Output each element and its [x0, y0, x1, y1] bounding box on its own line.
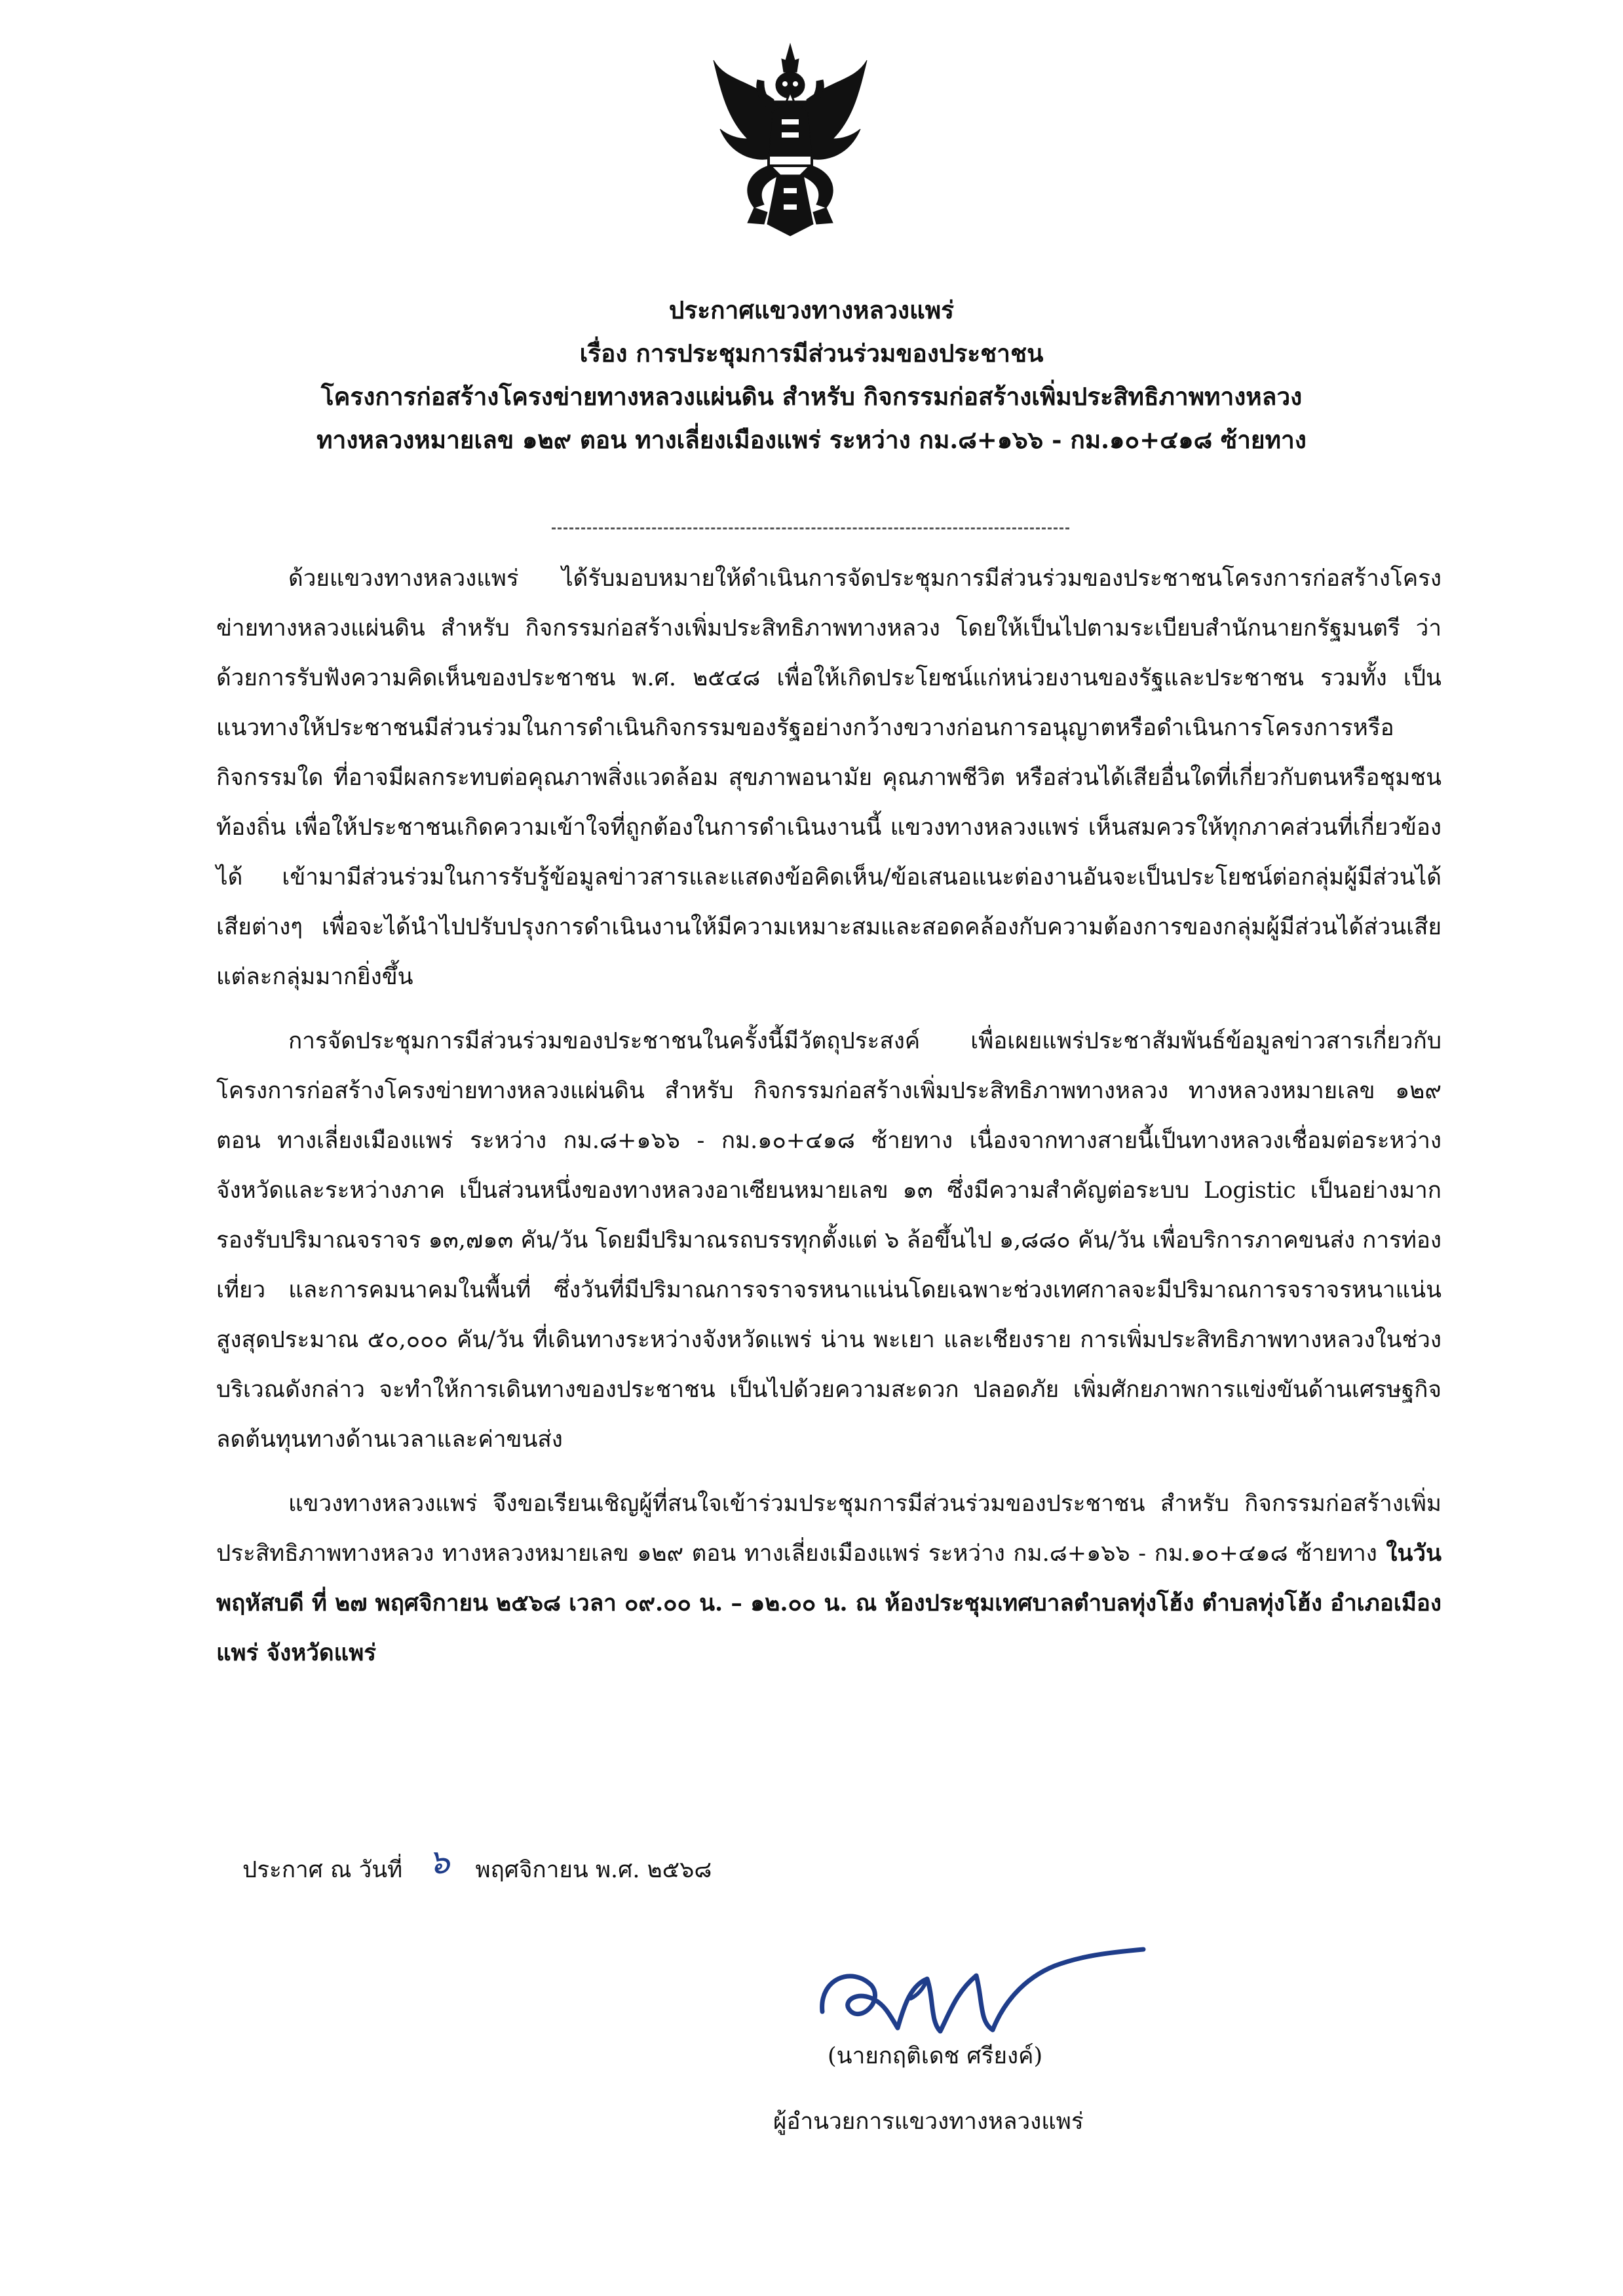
body-paragraph-1: ด้วยแขวงทางหลวงแพร่ ได้รับมอบหมายให้ดำเนินการจัดประชุมการมีส่วนร่วมของประชาชนโครงการก่อสร้างโครงข่ายทางหลวงแผ่นดิน สำหรับ กิจกรรมก่อสร้างเพิ่มประสิทธิภาพทางหลวง โดยให้เป็นไปตามระเบียบสำนักนายกรัฐมนตรี ว่าด้วยการรับฟังความคิดเห็นของประชาชน พ.ศ. ๒๕๔๘ เพื่อให้เกิดประโยชน์แก่หน่วยงานของรัฐและประชาชน รวมทั้ง เป็นแนวทางให้ประชาชนมีส่วนร่วมในการดำเนินกิจกรรมของรัฐอย่างกว้างขวางก่อนการอนุญาตหรือดำเนินการโครงการหรือกิจกรรมใด ที่อาจมีผลกระทบต่อคุณภาพสิ่งแวดล้อม สุขภาพอนามัย คุณภาพชีวิต หรือส่วนได้เสียอื่นใดที่เกี่ยวกับตนหรือชุมชนท้องถิ่น เพื่อให้ประชาชนเกิดความเข้าใจที่ถูกต้องในการดำเนินงานนี้ แขวงทางหลวงแพร่ เห็นสมควรให้ทุกภาคส่วนที่เกี่ยวข้องได้ เข้ามามีส่วนร่วมในการรับรู้ข้อมูลข่าวสารและแสดงข้อคิดเห็น/ข้อเสนอแนะต่องานอันจะเป็นประโยชน์ต่อกลุ่มผู้มีส่วนได้เสียต่างๆ เพื่อจะได้นำไปปรับปรุงการดำเนินงานให้มีความเหมาะสมและสอดคล้องกับความต้องการของกลุ่มผู้มีส่วนได้ส่วนเสียแต่ละกลุ่มมากยิ่งขึ้น [216, 565, 1442, 990]
announcement-subject: เรื่อง การประชุมการมีส่วนร่วมของประชาชน [579, 339, 1044, 368]
date-prefix: ประกาศ ณ วันที่ [242, 1857, 403, 1883]
invitation-text: แขวงทางหลวงแพร่ จึงขอเรียนเชิญผู้ที่สนใจเข้าร่วมประชุมการมีส่วนร่วมของประชาชน สำหรับ กิจกรรมก่อสร้างเพิ่มประสิทธิภาพทางหลวง ทางหลวงหมายเลข ๑๒๙ ตอน ทางเลี่ยงเมืองแพร่ ระหว่าง กม.๘+๑๖๖ - กม.๑๐+๔๑๘ ซ้ายทาง [216, 1491, 1442, 1567]
announcement-header [0, 288, 1623, 461]
garuda-emblem-icon [708, 41, 872, 237]
announcement-body [216, 554, 1442, 1678]
signatory-name: (นายกฤติเดช ศรียงค์) [828, 2043, 1043, 2069]
body-paragraph-2: การจัดประชุมการมีส่วนร่วมของประชาชนในครั้งนี้มีวัตถุประสงค์ เพื่อเผยแพร่ประชาสัมพันธ์ข้อมูลข่าวสารเกี่ยวกับโครงการก่อสร้างโครงข่ายทางหลวงแผ่นดิน สำหรับ กิจกรรมก่อสร้างเพิ่มประสิทธิภาพทางหลวง ทางหลวงหมายเลข ๑๒๙ ตอน ทางเลี่ยงเมืองแพร่ ระหว่าง กม.๘+๑๖๖ - กม.๑๐+๔๑๘ ซ้ายทาง เนื่องจากทางสายนี้เป็นทางหลวงเชื่อมต่อระหว่างจังหวัดและระหว่างภาค เป็นส่วนหนึ่งของทางหลวงอาเซียนหมายเลข ๑๓ ซึ่งมีความสำคัญต่อระบบ Logistic เป็นอย่างมาก รองรับปริมาณจราจร ๑๓,๗๑๓ คัน/วัน โดยมีปริมาณรถบรรทุกตั้งแต่ ๖ ล้อขึ้นไป ๑,๘๘๐ คัน/วัน เพื่อบริการภาคขนส่ง การท่องเที่ยว และการคมนาคมในพื้นที่ ซึ่งวันที่มีปริมาณการจราจรหนาแน่นโดยเฉพาะช่วงเทศกาลจะมีปริมาณการจราจรหนาแน่นสูงสุดประมาณ ๕๐,๐๐๐ คัน/วัน ที่เดินทางระหว่างจังหวัดแพร่ น่าน พะเยา และเชียงราย การเพิ่มประสิทธิภาพทางหลวงในช่วงบริเวณดังกล่าว จะทำให้การเดินทางของประชาชน เป็นไปด้วยความสะดวก ปลอดภัย เพิ่มศักยภาพการแข่งขันด้านเศรษฐกิจ ลดต้นทุนทางด้านเวลาและค่าขนส่ง [216, 1028, 1442, 1453]
header-divider [552, 527, 1069, 529]
announcement-title: ประกาศแขวงทางหลวงแพร่ [668, 296, 955, 324]
date-month-year: พฤศจิกายน พ.ศ. ๒๕๖๘ [475, 1857, 712, 1883]
signatory-position: ผู้อำนวยการแขวงทางหลวงแพร่ [773, 2109, 1084, 2135]
project-name: โครงการก่อสร้างโครงข่ายทางหลวงแผ่นดิน สำหรับ กิจกรรมก่อสร้างเพิ่มประสิทธิภาพทางหลวง [320, 382, 1303, 411]
announcement-date [242, 1838, 712, 1892]
signature-icon [812, 1940, 1153, 2051]
meeting-details: ในวัน พฤหัสบดี ที่ ๒๗ พฤศจิกายน ๒๕๖๘ เวลา ๐๙.๐๐ น. – ๑๒.๐๐ น. ณ ห้องประชุมเทศบาลตำบลทุ่งโฮ้ง ตำบลทุ่งโฮ้ง อำเภอเมืองแพร่ จังหวัดแพร่ [216, 1540, 1442, 1666]
highway-section: ทางหลวงหมายเลข ๑๒๙ ตอน ทางเลี่ยงเมืองแพร่ ระหว่าง กม.๘+๑๖๖ - กม.๑๐+๔๑๘ ซ้ายทาง [316, 425, 1307, 454]
body-paragraph-3 [216, 1479, 1442, 1678]
date-day: ๖ [428, 1843, 450, 1882]
